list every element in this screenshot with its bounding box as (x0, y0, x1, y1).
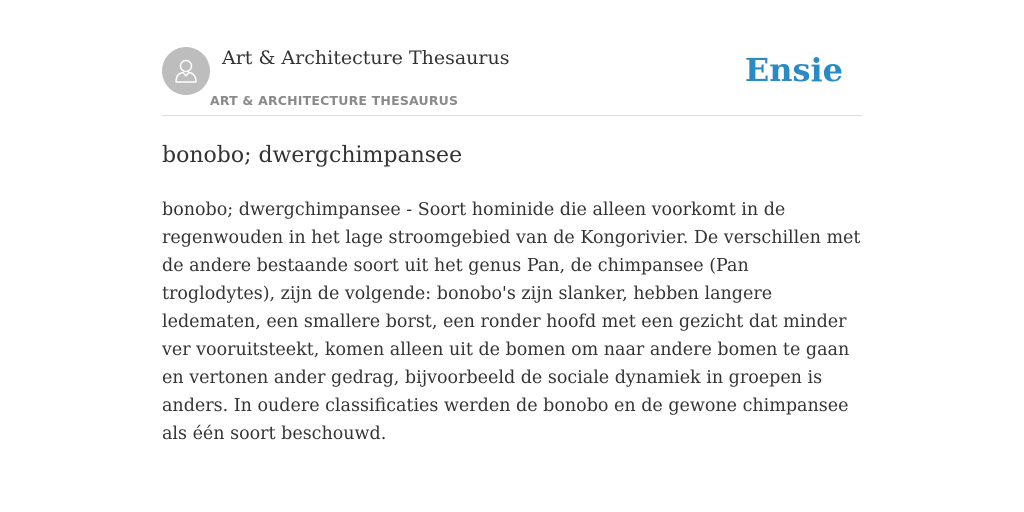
author-avatar[interactable] (162, 47, 210, 95)
entry-card (162, 46, 862, 448)
author-name[interactable]: Art & Architecture Thesaurus (222, 47, 510, 69)
author-source-label[interactable]: ART & ARCHITECTURE THESAURUS (210, 93, 459, 108)
entry-header (162, 46, 862, 116)
user-icon (172, 57, 200, 85)
entry-title: bonobo; dwergchimpansee (162, 143, 463, 168)
ensie-logo[interactable]: Ensie (744, 51, 843, 89)
entry-definition: bonobo; dwergchimpansee - Soort hominide die alleen voorkomt in de regenwouden in het lage stroomgebied van de Kongorivier. De verschillen met de andere bestaande soort uit het genus Pan, de chimpansee (Pan troglodytes), zijn de volgende: bonobo's zijn slanker, hebben langere ledematen, een smallere borst, een ronder hoofd met een gezicht dat minder ver vooruitsteekt, komen alleen uit de bomen om naar andere bomen te gaan en vertonen ander gedrag, bijvoorbeeld de sociale dynamiek in groepen is anders. In oudere classificaties werden de bonobo en de gewone chimpansee als één soort beschouwd. (162, 200, 861, 444)
